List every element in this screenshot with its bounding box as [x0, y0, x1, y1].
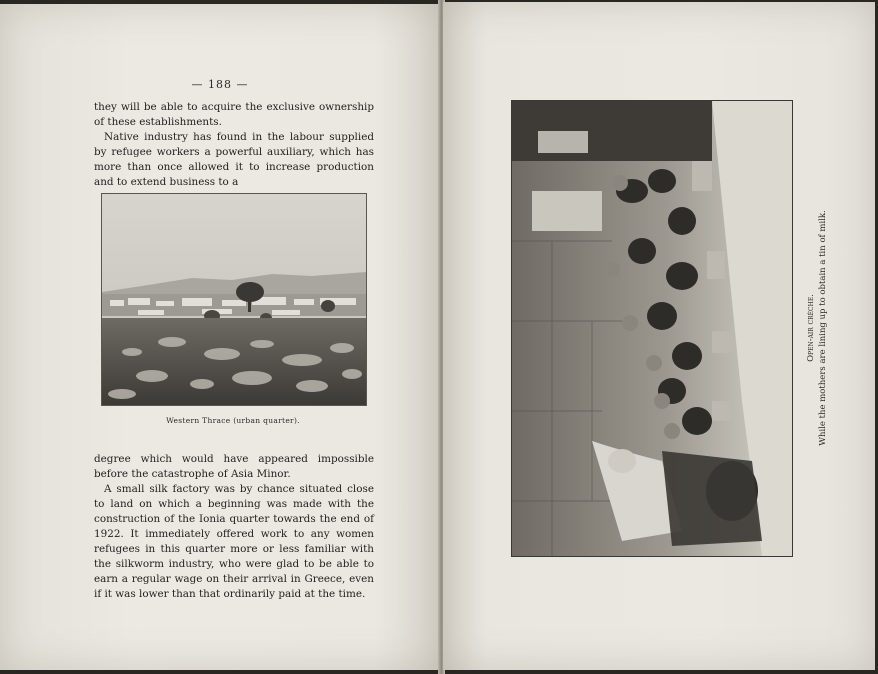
left-page — [0, 4, 440, 670]
right-page — [443, 2, 875, 670]
creche-photo — [511, 100, 793, 557]
paragraph: A small silk factory was by chance situated close to land on which a beginning was made with the construction of the Ionia quarter towards the end of 1922. It immediately offered work to any women refugees in this quarter more or less familiar with the silkworm industry, who were glad to be able to earn a regular wage on their arrival in Greece, even if it was lower than that ordinarily paid at the time. — [94, 483, 374, 600]
text-block-top — [94, 100, 374, 190]
western-thrace-photo — [101, 193, 367, 406]
paragraph: they will be able to acquire the exclusive ownership of these establishments. — [94, 101, 374, 128]
landscape-photo-image — [102, 194, 366, 405]
page-number: — 188 — — [191, 78, 249, 91]
figure-caption: Western Thrace (urban quarter). — [166, 416, 300, 425]
caption-title: Open-air crèche. — [806, 293, 816, 362]
children-photo-image — [512, 101, 792, 556]
rotated-caption — [800, 100, 834, 555]
caption-text: While the mothers are lining up to obtain a tin of milk. — [818, 209, 828, 446]
paragraph: Native industry has found in the labour supplied by refugee workers a powerful auxiliary, which has more than once allowed it to increase production and to extend business to a — [94, 131, 374, 188]
text-block-bottom — [94, 452, 374, 602]
paragraph: degree which would have appeared impossible before the catastrophe of Asia Minor. — [94, 453, 374, 480]
